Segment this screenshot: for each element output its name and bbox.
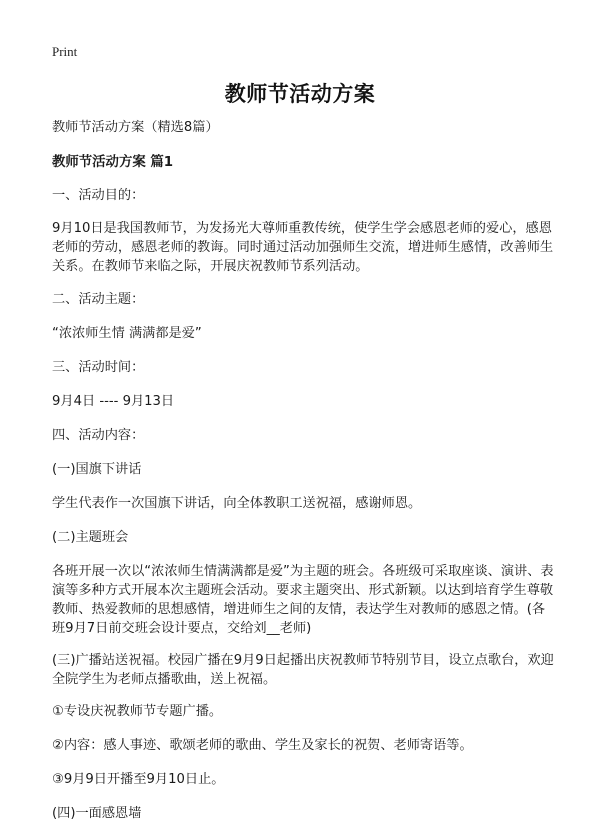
item-purpose-text: 9月10日是我国教师节，为发扬光大尊师重教传统，使学生学会感恩老师的爱心，感恩老师的劳动，感恩老师的教诲。同时通过活动加强师生交流，增进师生感情，改善师生关系。在教师节来临之际，开展庆祝教师节系列活动。: [52, 221, 554, 274]
item-content-heading: 四、活动内容：: [52, 428, 145, 443]
item-class-meeting-heading: (二)主题班会: [52, 530, 129, 545]
document-body: [52, 118, 556, 824]
document-subtitle: 教师节活动方案（精选8篇）: [52, 120, 219, 135]
item-flag-speech-heading: (一)国旗下讲话: [52, 462, 142, 477]
item-time-heading: 三、活动时间：: [52, 360, 145, 375]
item-class-meeting-text: 各班开展一次以“浓浓师生情满满都是爱”为主题的班会。各班级可采取座谈、演讲、表演等多种方式开展本次主题班会活动。要求主题突出、形式新颖。以达到培育学生尊敬教师、热爱教师的思想感情，增进师生之间的友情，表达学生对教师的感恩之情。(各班9月7日前交班会设计要点，交给刘__老师): [52, 564, 554, 636]
item-time-text: 9月4日 ---- 9月13日: [52, 394, 175, 409]
item-theme-text: “浓浓师生情 满满都是爱”: [52, 326, 202, 341]
item-broadcast-text: (三)广播站送祝福。校园广播在9月9日起播出庆祝教师节特别节目，设立点歌台，欢迎全院学生为老师点播歌曲，送上祝福。: [52, 653, 554, 687]
item-broadcast-point-2: ②内容：感人事迹、歌颂老师的歌曲、学生及家长的祝贺、老师寄语等。: [52, 738, 473, 753]
item-purpose-heading: 一、活动目的：: [52, 188, 145, 203]
item-theme-heading: 二、活动主题：: [52, 292, 145, 307]
item-gratitude-wall-heading: (四)一面感恩墙: [52, 806, 142, 821]
section-heading: 教师节活动方案 篇1: [52, 155, 174, 170]
document-title: 教师节活动方案: [224, 82, 376, 106]
item-flag-speech-text: 学生代表作一次国旗下讲话，向全体教职工送祝福，感谢师恩。: [52, 496, 422, 511]
print-label: Print: [52, 44, 78, 59]
item-broadcast-point-1: ①专设庆祝教师节专题广播。: [52, 704, 223, 719]
item-broadcast-point-3: ③9月9日开播至9月10日止。: [52, 772, 225, 787]
